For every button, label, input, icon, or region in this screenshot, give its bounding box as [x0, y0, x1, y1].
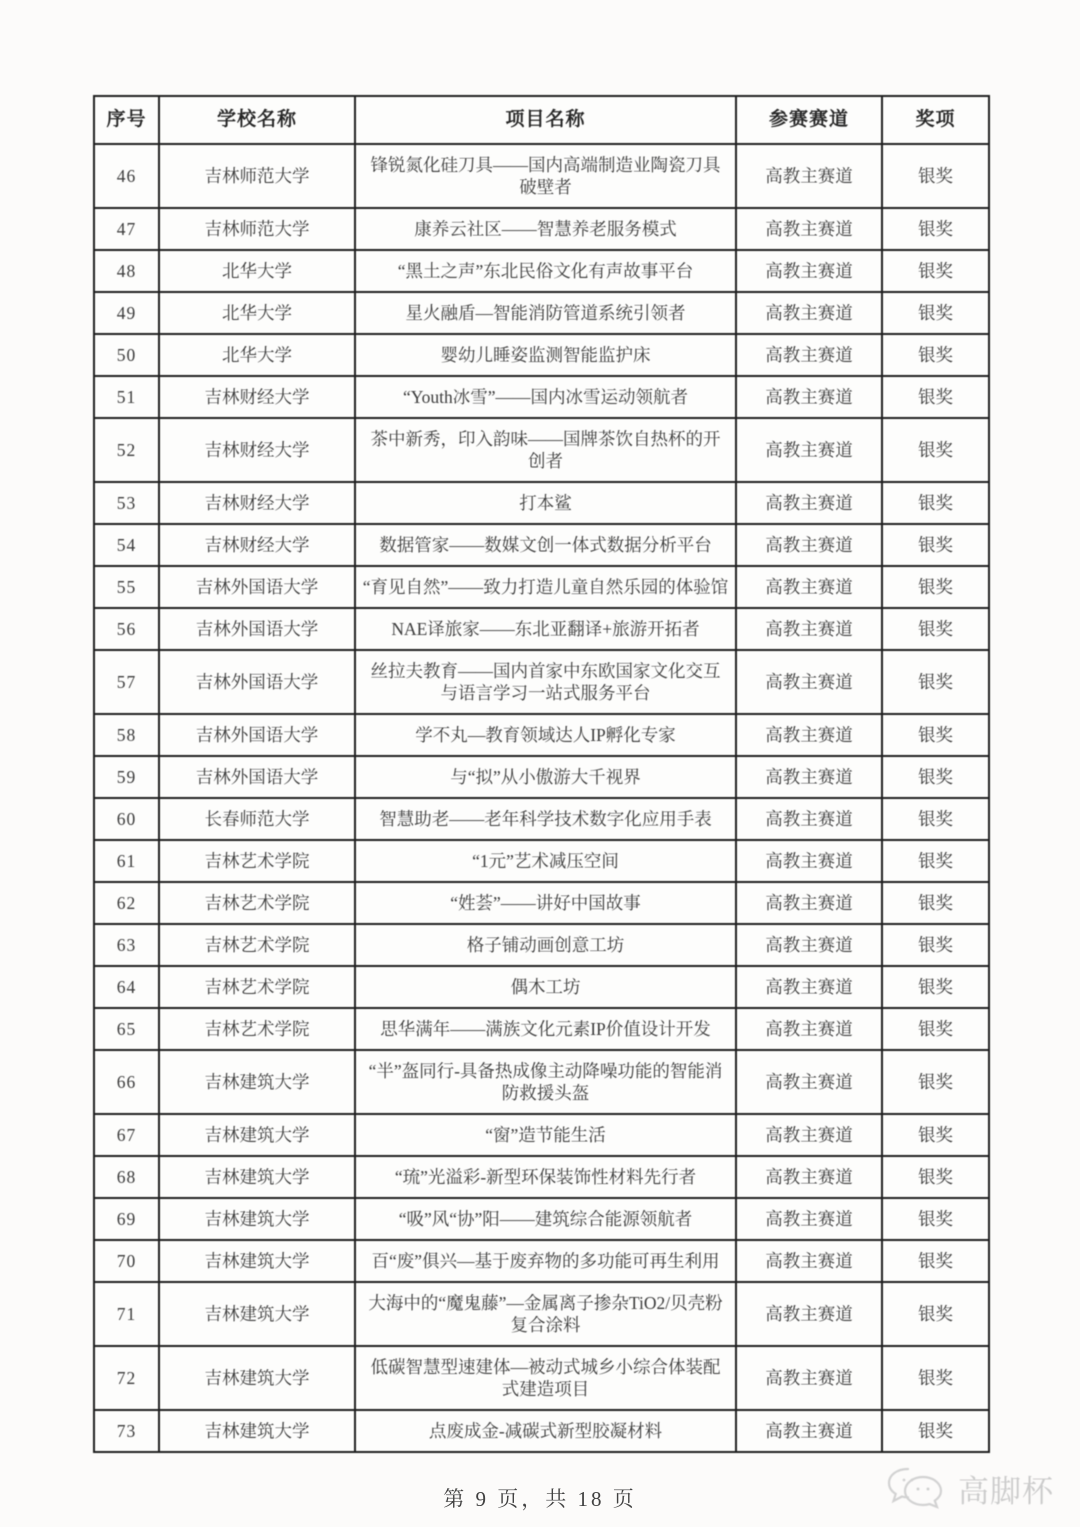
cell-track: 高教主赛道 [736, 524, 882, 566]
table-row [94, 1156, 989, 1198]
cell-no: 70 [94, 1240, 159, 1282]
cell-track: 高教主赛道 [736, 1050, 882, 1114]
cell-no: 49 [94, 292, 159, 334]
cell-project: “姓荟”——讲好中国故事 [355, 882, 736, 924]
cell-track: 高教主赛道 [736, 334, 882, 376]
cell-project: 大海中的“魔鬼藤”—金属离子掺杂TiO2/贝壳粉复合涂料 [355, 1282, 736, 1346]
cell-track: 高教主赛道 [736, 882, 882, 924]
cell-award: 银奖 [882, 376, 989, 418]
cell-track: 高教主赛道 [736, 1240, 882, 1282]
table-row [94, 1198, 989, 1240]
column-header-track: 参赛赛道 [736, 96, 882, 144]
cell-award: 银奖 [882, 144, 989, 208]
column-header-school: 学校名称 [159, 96, 355, 144]
cell-award: 银奖 [882, 1008, 989, 1050]
cell-school: 吉林师范大学 [159, 144, 355, 208]
table-area [93, 95, 988, 1453]
cell-award: 银奖 [882, 1410, 989, 1452]
cell-no: 56 [94, 608, 159, 650]
table-body [94, 144, 989, 1452]
awards-table [93, 95, 990, 1453]
watermark-label: 高脚杯 [958, 1473, 1054, 1509]
cell-no: 72 [94, 1346, 159, 1410]
cell-school: 吉林财经大学 [159, 524, 355, 566]
cell-award: 银奖 [882, 756, 989, 798]
cell-award: 银奖 [882, 418, 989, 482]
table-row [94, 650, 989, 714]
cell-school: 吉林财经大学 [159, 376, 355, 418]
table-row [94, 1410, 989, 1452]
column-header-award: 奖项 [882, 96, 989, 144]
cell-track: 高教主赛道 [736, 650, 882, 714]
cell-no: 58 [94, 714, 159, 756]
cell-award: 银奖 [882, 798, 989, 840]
cell-award: 银奖 [882, 882, 989, 924]
cell-no: 51 [94, 376, 159, 418]
cell-track: 高教主赛道 [736, 376, 882, 418]
cell-award: 银奖 [882, 566, 989, 608]
cell-track: 高教主赛道 [736, 292, 882, 334]
cell-track: 高教主赛道 [736, 608, 882, 650]
cell-track: 高教主赛道 [736, 1410, 882, 1452]
cell-no: 55 [94, 566, 159, 608]
cell-no: 53 [94, 482, 159, 524]
table-row [94, 334, 989, 376]
cell-track: 高教主赛道 [736, 1008, 882, 1050]
cell-no: 63 [94, 924, 159, 966]
cell-track: 高教主赛道 [736, 566, 882, 608]
table-row [94, 144, 989, 208]
cell-award: 银奖 [882, 208, 989, 250]
cell-school: 吉林艺术学院 [159, 966, 355, 1008]
cell-award: 银奖 [882, 1156, 989, 1198]
table-row [94, 714, 989, 756]
cell-project: “琉”光溢彩-新型环保装饰性材料先行者 [355, 1156, 736, 1198]
cell-award: 银奖 [882, 608, 989, 650]
cell-no: 47 [94, 208, 159, 250]
column-header-no: 序号 [94, 96, 159, 144]
cell-project: 与“拟”从小傲游大千视界 [355, 756, 736, 798]
cell-school: 北华大学 [159, 250, 355, 292]
cell-no: 54 [94, 524, 159, 566]
cell-track: 高教主赛道 [736, 1156, 882, 1198]
cell-school: 吉林外国语大学 [159, 714, 355, 756]
cell-no: 46 [94, 144, 159, 208]
cell-track: 高教主赛道 [736, 1282, 882, 1346]
cell-track: 高教主赛道 [736, 418, 882, 482]
cell-track: 高教主赛道 [736, 966, 882, 1008]
cell-project: “1元”艺术减压空间 [355, 840, 736, 882]
cell-school: 吉林外国语大学 [159, 756, 355, 798]
cell-no: 73 [94, 1410, 159, 1452]
cell-project: “吸”风“协”阳——建筑综合能源领航者 [355, 1198, 736, 1240]
cell-school: 北华大学 [159, 292, 355, 334]
cell-project: “育见自然”——致力打造儿童自然乐园的体验馆 [355, 566, 736, 608]
cell-school: 吉林建筑大学 [159, 1282, 355, 1346]
cell-track: 高教主赛道 [736, 924, 882, 966]
cell-no: 59 [94, 756, 159, 798]
cell-no: 52 [94, 418, 159, 482]
cell-project: 丝拉夫教育——国内首家中东欧国家文化交互与语言学习一站式服务平台 [355, 650, 736, 714]
cell-award: 银奖 [882, 482, 989, 524]
cell-no: 48 [94, 250, 159, 292]
cell-school: 吉林师范大学 [159, 208, 355, 250]
cell-track: 高教主赛道 [736, 1114, 882, 1156]
cell-project: “窗”造节能生活 [355, 1114, 736, 1156]
table-row [94, 1050, 989, 1114]
cell-project: 百“废”俱兴—基于废弃物的多功能可再生利用 [355, 1240, 736, 1282]
cell-track: 高教主赛道 [736, 1346, 882, 1410]
table-row [94, 418, 989, 482]
cell-award: 银奖 [882, 1198, 989, 1240]
cell-award: 银奖 [882, 334, 989, 376]
table-row [94, 292, 989, 334]
cell-award: 银奖 [882, 966, 989, 1008]
cell-project: 茶中新秀，印入韵味——国牌茶饮自热杯的开创者 [355, 418, 736, 482]
table-row [94, 524, 989, 566]
cell-award: 银奖 [882, 1240, 989, 1282]
cell-track: 高教主赛道 [736, 714, 882, 756]
cell-school: 吉林建筑大学 [159, 1050, 355, 1114]
cell-project: 智慧助老——老年科学技术数字化应用手表 [355, 798, 736, 840]
table-header-row [94, 96, 989, 144]
cell-school: 吉林外国语大学 [159, 608, 355, 650]
cell-project: 锋锐氮化硅刀具——国内高端制造业陶瓷刀具破壁者 [355, 144, 736, 208]
table-row [94, 966, 989, 1008]
table-row [94, 1008, 989, 1050]
cell-project: 康养云社区——智慧养老服务模式 [355, 208, 736, 250]
cell-school: 吉林财经大学 [159, 418, 355, 482]
cell-school: 吉林建筑大学 [159, 1198, 355, 1240]
cell-no: 60 [94, 798, 159, 840]
cell-no: 57 [94, 650, 159, 714]
page-number-footer: 第 9 页，共 18 页 [443, 1487, 637, 1511]
table-row [94, 798, 989, 840]
table-row [94, 608, 989, 650]
cell-track: 高教主赛道 [736, 798, 882, 840]
table-row [94, 208, 989, 250]
table-row [94, 1240, 989, 1282]
cell-no: 64 [94, 966, 159, 1008]
cell-project: 打本鲨 [355, 482, 736, 524]
cell-school: 长春师范大学 [159, 798, 355, 840]
cell-track: 高教主赛道 [736, 208, 882, 250]
cell-project: NAE译旅家——东北亚翻译+旅游开拓者 [355, 608, 736, 650]
cell-school: 吉林艺术学院 [159, 1008, 355, 1050]
cell-project: 学不丸—教育领域达人IP孵化专家 [355, 714, 736, 756]
cell-school: 吉林艺术学院 [159, 924, 355, 966]
cell-no: 69 [94, 1198, 159, 1240]
cell-school: 吉林艺术学院 [159, 840, 355, 882]
table-row [94, 1114, 989, 1156]
table-row [94, 756, 989, 798]
cell-project: “Youth冰雪”——国内冰雪运动领航者 [355, 376, 736, 418]
cell-no: 61 [94, 840, 159, 882]
cell-award: 银奖 [882, 292, 989, 334]
cell-award: 银奖 [882, 1050, 989, 1114]
cell-school: 吉林建筑大学 [159, 1346, 355, 1410]
cell-school: 吉林财经大学 [159, 482, 355, 524]
cell-project: 星火融盾—智能消防管道系统引领者 [355, 292, 736, 334]
cell-project: 格子铺动画创意工坊 [355, 924, 736, 966]
cell-award: 银奖 [882, 1114, 989, 1156]
cell-award: 银奖 [882, 714, 989, 756]
cell-no: 68 [94, 1156, 159, 1198]
cell-school: 吉林建筑大学 [159, 1410, 355, 1452]
table-row [94, 840, 989, 882]
table-row [94, 250, 989, 292]
watermark [883, 1464, 1054, 1512]
cell-no: 67 [94, 1114, 159, 1156]
cell-school: 吉林建筑大学 [159, 1114, 355, 1156]
cell-track: 高教主赛道 [736, 482, 882, 524]
cell-no: 71 [94, 1282, 159, 1346]
cell-project: 点废成金-减碳式新型胶凝材料 [355, 1410, 736, 1452]
cell-school: 北华大学 [159, 334, 355, 376]
cell-no: 50 [94, 334, 159, 376]
cell-track: 高教主赛道 [736, 250, 882, 292]
cell-project: 偶木工坊 [355, 966, 736, 1008]
cell-no: 66 [94, 1050, 159, 1114]
column-header-project: 项目名称 [355, 96, 736, 144]
cell-track: 高教主赛道 [736, 756, 882, 798]
cell-track: 高教主赛道 [736, 840, 882, 882]
table-row [94, 566, 989, 608]
cell-project: 思华满年——满族文化元素IP价值设计开发 [355, 1008, 736, 1050]
cell-project: 低碳智慧型速建体—被动式城乡小综合体装配式建造项目 [355, 1346, 736, 1410]
cell-project: 数据管家——数媒文创一体式数据分析平台 [355, 524, 736, 566]
cell-award: 银奖 [882, 650, 989, 714]
cell-school: 吉林外国语大学 [159, 650, 355, 714]
cell-award: 银奖 [882, 250, 989, 292]
cell-award: 银奖 [882, 924, 989, 966]
cell-award: 银奖 [882, 1346, 989, 1410]
cell-no: 62 [94, 882, 159, 924]
table-row [94, 482, 989, 524]
cell-no: 65 [94, 1008, 159, 1050]
table-row [94, 376, 989, 418]
cell-track: 高教主赛道 [736, 144, 882, 208]
cell-project: “半”盔同行-具备热成像主动降噪功能的智能消防救援头盔 [355, 1050, 736, 1114]
table-row [94, 1346, 989, 1410]
cell-track: 高教主赛道 [736, 1198, 882, 1240]
cell-school: 吉林建筑大学 [159, 1156, 355, 1198]
cell-award: 银奖 [882, 524, 989, 566]
cell-school: 吉林外国语大学 [159, 566, 355, 608]
table-row [94, 882, 989, 924]
cell-school: 吉林艺术学院 [159, 882, 355, 924]
cell-award: 银奖 [882, 840, 989, 882]
table-row [94, 1282, 989, 1346]
cell-school: 吉林建筑大学 [159, 1240, 355, 1282]
cell-award: 银奖 [882, 1282, 989, 1346]
table-row [94, 924, 989, 966]
chat-bubbles-icon [883, 1464, 949, 1512]
cell-project: 婴幼儿睡姿监测智能监护床 [355, 334, 736, 376]
cell-project: “黑土之声”东北民俗文化有声故事平台 [355, 250, 736, 292]
